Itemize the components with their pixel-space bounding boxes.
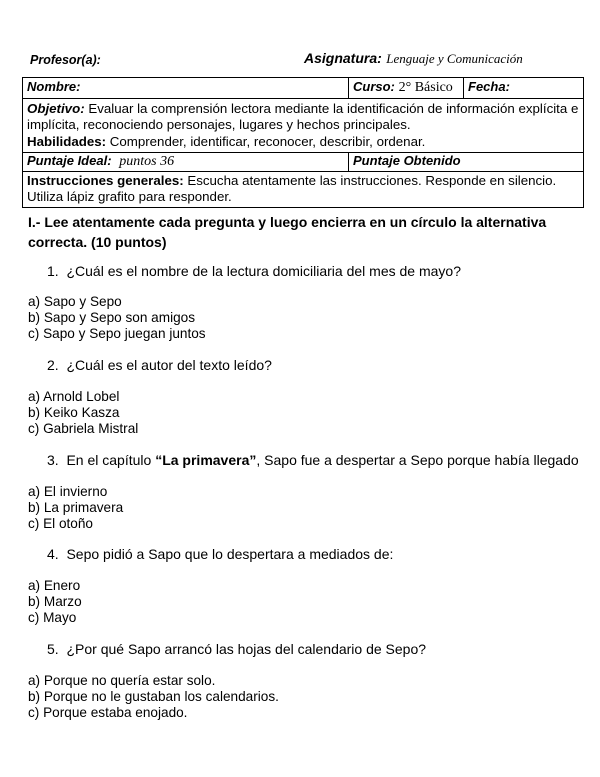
option-a[interactable]: a) Porque no quería estar solo. bbox=[28, 673, 216, 688]
question-text-pre: En el capítulo bbox=[66, 452, 156, 468]
puntaje-obtenido-label: Puntaje Obtenido bbox=[353, 153, 461, 168]
question-3 bbox=[47, 452, 579, 468]
question-5 bbox=[47, 641, 426, 657]
student-info-table bbox=[22, 77, 584, 208]
asignatura-value: Lenguaje y Comunicación bbox=[386, 51, 523, 66]
question-2 bbox=[47, 357, 272, 373]
puntaje-obtenido-cell[interactable] bbox=[349, 153, 584, 172]
asignatura bbox=[304, 50, 523, 68]
option-a[interactable]: a) Sapo y Sepo bbox=[28, 294, 122, 309]
nombre-cell[interactable] bbox=[23, 78, 349, 99]
option-a[interactable]: a) Arnold Lobel bbox=[28, 389, 120, 404]
curso-value: 2° Básico bbox=[398, 80, 453, 95]
question-4-options bbox=[28, 578, 82, 625]
fecha-label: Fecha: bbox=[468, 79, 510, 94]
puntaje-ideal-cell bbox=[23, 153, 349, 172]
habilidades-text: Comprender, identificar, reconocer, describir, ordenar. bbox=[109, 133, 426, 149]
profesor-label: Profesor(a): bbox=[30, 53, 101, 67]
section-title-line1: I.- Lee atentamente cada pregunta y luego encierra en un círculo la alternativa bbox=[28, 214, 547, 230]
question-5-options bbox=[28, 673, 279, 720]
instrucciones-cell bbox=[23, 171, 584, 207]
option-c[interactable]: c) El otoño bbox=[28, 515, 93, 531]
option-b[interactable]: b) Porque no le gustaban los calendarios. bbox=[28, 688, 279, 704]
question-text-bold: “La primavera” bbox=[155, 452, 257, 468]
option-b[interactable]: b) Keiko Kasza bbox=[28, 404, 120, 420]
option-c[interactable]: c) Sapo y Sepo juegan juntos bbox=[28, 325, 206, 341]
question-number: 3. bbox=[47, 452, 59, 468]
option-c[interactable]: c) Porque estaba enojado. bbox=[28, 704, 188, 720]
section-title bbox=[28, 212, 546, 252]
section-title-line2: correcta. (10 puntos) bbox=[28, 234, 167, 250]
question-1-options bbox=[28, 294, 206, 341]
puntaje-ideal-value: puntos 36 bbox=[119, 154, 175, 169]
option-b[interactable]: b) Marzo bbox=[28, 593, 82, 609]
fecha-cell[interactable] bbox=[464, 78, 584, 99]
option-a[interactable]: a) Enero bbox=[28, 578, 81, 593]
option-b[interactable]: b) La primavera bbox=[28, 499, 124, 515]
question-number: 5. bbox=[47, 641, 59, 657]
curso-label: Curso: bbox=[353, 79, 395, 94]
question-number: 1. bbox=[47, 263, 59, 279]
nombre-label: Nombre: bbox=[27, 79, 81, 94]
question-text: ¿Cuál es el autor del texto leído? bbox=[66, 357, 272, 373]
option-b[interactable]: b) Sapo y Sepo son amigos bbox=[28, 309, 196, 325]
habilidades-label: Habilidades: bbox=[27, 133, 107, 149]
question-text: ¿Por qué Sapo arrancó las hojas del calendario de Sepo? bbox=[66, 641, 427, 657]
option-a[interactable]: a) El invierno bbox=[28, 484, 108, 499]
asignatura-label: Asignatura: bbox=[304, 50, 382, 66]
objetivo-text: Evaluar la comprensión lectora mediante la identificación de información explícita e implícita, reconociendo personajes, lugares y hechos principales. bbox=[27, 100, 579, 132]
question-number: 2. bbox=[47, 357, 59, 373]
question-4 bbox=[47, 546, 393, 562]
question-3-options bbox=[28, 484, 123, 531]
question-1 bbox=[47, 263, 461, 279]
question-text: Sepo pidió a Sapo que lo despertara a mediados de: bbox=[66, 546, 394, 562]
question-text: ¿Cuál es el nombre de la lectura domiciliaria del mes de mayo? bbox=[66, 263, 461, 279]
option-c[interactable]: c) Gabriela Mistral bbox=[28, 420, 139, 436]
objetivo-cell bbox=[23, 98, 584, 153]
curso-cell bbox=[349, 78, 464, 99]
objetivo-label: Objetivo: bbox=[27, 100, 85, 116]
instrucciones-text: Escucha atentamente las instrucciones. Responde en silencio. Utiliza lápiz grafito para responder. bbox=[27, 172, 557, 204]
puntaje-ideal-label: Puntaje Ideal: bbox=[27, 153, 112, 168]
question-2-options bbox=[28, 389, 138, 436]
instrucciones-label: Instrucciones generales: bbox=[27, 172, 184, 188]
question-text-post: , Sapo fue a despertar a Sepo porque había llegado bbox=[256, 452, 579, 468]
question-number: 4. bbox=[47, 546, 59, 562]
option-c[interactable]: c) Mayo bbox=[28, 609, 77, 625]
